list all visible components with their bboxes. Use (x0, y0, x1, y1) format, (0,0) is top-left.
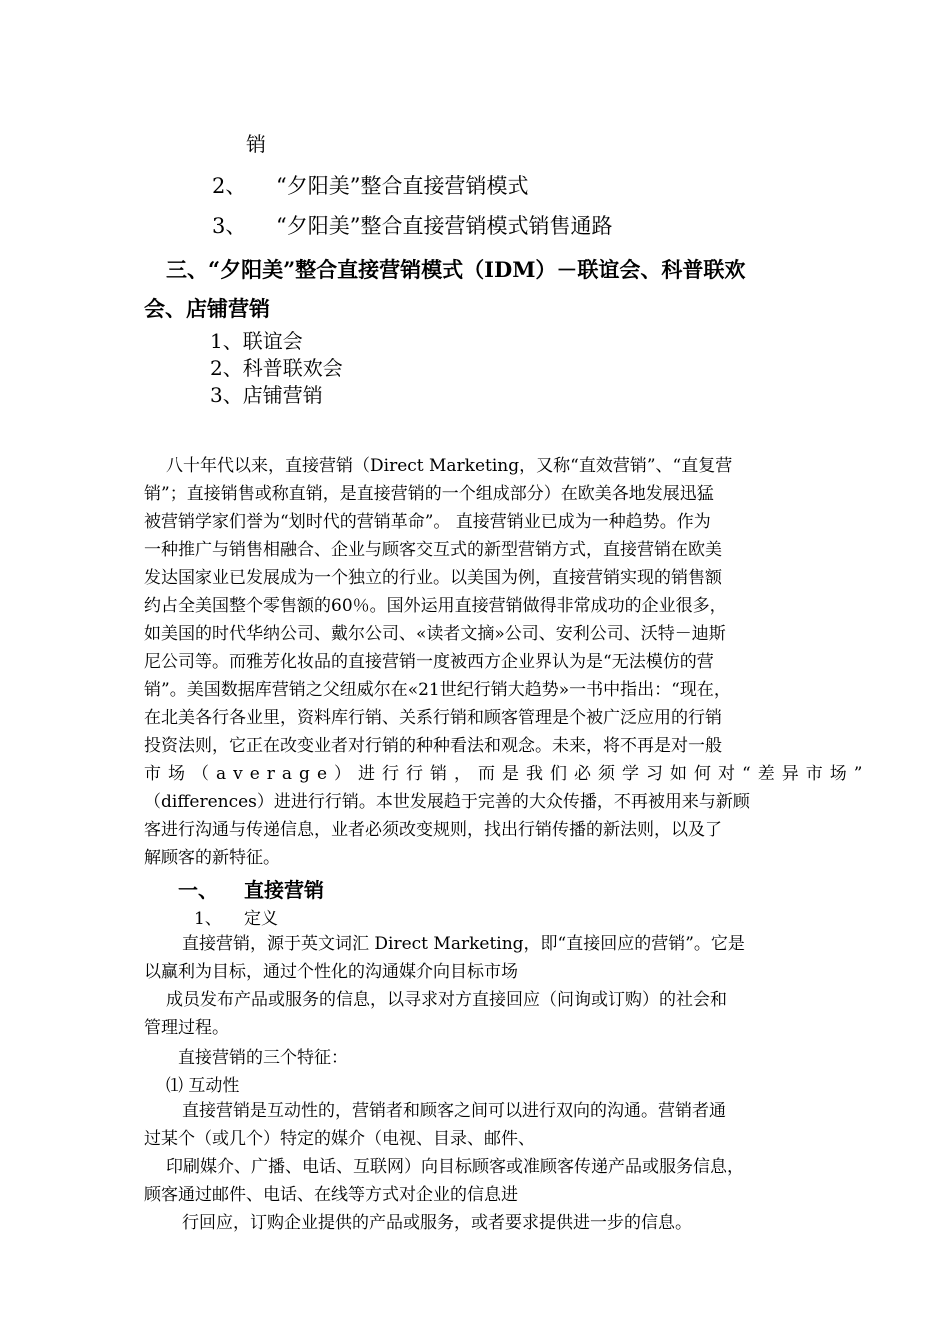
paragraph-line: 发达国家业已发展成为一个独立的行业。以美国为例，直接营销实现的销售额 (144, 568, 722, 588)
paragraph-line: 如美国的时代华纳公司、戴尔公司、«读者文摘»公司、安利公司、沃特－迪斯 (144, 624, 726, 644)
paragraph-line: 约占全美国整个零售额的60％。国外运用直接营销做得非常成功的企业很多， (144, 596, 727, 616)
section-item-1: 1、联谊会 (210, 329, 303, 353)
paragraph-line: 投资法则，它正在改变业者对行销的种种看法和观念。未来，将不再是对一般 (144, 736, 722, 756)
paragraph-line: 一种推广与销售相融合、企业与顾客交互式的新型营销方式，直接营销在欧美 (144, 540, 722, 560)
outline-item-text: “夕阳美”整合直接营销模式销售通路 (276, 214, 613, 238)
paragraph-line: 销”；直接销售或称直销，是直接营销的一个组成部分）在欧美各地发展迅猛 (144, 484, 714, 504)
chapter-title: 直接营销 (244, 878, 324, 902)
paragraph-line: 尼公司等。而雅芳化妆品的直接营销一度被西方企业界认为是“无法模仿的营 (144, 652, 714, 672)
paragraph-line: 成员发布产品或服务的信息，以寻求对方直接回应（问询或订购）的社会和 (166, 990, 727, 1010)
paragraph-line: 在北美各行各业里，资料库行销、关系行销和顾客管理是个被广泛应用的行销 (144, 708, 722, 728)
subsection-heading (194, 904, 278, 929)
feature-1-paragraph (144, 1097, 808, 1237)
section-item-2: 2、科普联欢会 (210, 356, 343, 380)
outline-item-3 (212, 210, 612, 240)
paragraph-line: 顾客通过邮件、电话、在线等方式对企业的信息进 (144, 1185, 518, 1205)
chapter-number: 一、 (178, 878, 218, 902)
paragraph-line: （differences）进进行行销。本世发展趋于完善的大众传播，不再被用来与新顾 (144, 792, 750, 812)
section-heading-line1: 三、“夕阳美”整合直接营销模式（IDM）－联谊会、科普联欢 (166, 257, 746, 282)
paragraph-line: 印刷媒介、广播、电话、互联网）向目标顾客或准顾客传递产品或服务信息， (166, 1157, 744, 1177)
chapter-heading (178, 874, 324, 903)
section-heading-line2: 会、店铺营销 (144, 296, 270, 321)
paragraph-line: 过某个（或几个）特定的媒介（电视、目录、邮件、 (144, 1129, 535, 1149)
paragraph-line: 以赢利为目标，通过个性化的沟通媒介向目标市场 (144, 962, 518, 982)
paragraph-line: 直接营销，源于英文词汇 Direct Marketing，即“直接回应的营销”。它是 (182, 934, 745, 954)
paragraph-line: 管理过程。 (144, 1018, 229, 1038)
subsection-title: 定义 (244, 909, 278, 929)
paragraph-line: 市场（average）进行行销，而是我们必须学习如何对“差异市场” (144, 764, 870, 784)
paragraph-line: 八十年代以来，直接营销（Direct Marketing，又称“直效营销”、“直复营 (166, 456, 733, 476)
outline-continuation: 销 (246, 132, 266, 156)
paragraph-line: 销”。美国数据库营销之父纽威尔在«21世纪行销大趋势»一书中指出：“现在， (144, 680, 731, 700)
paragraph-line: 被营销学家们誉为“划时代的营销革命”。 直接营销业已成为一种趋势。作为 (144, 512, 711, 532)
features-intro: 直接营销的三个特征： (178, 1048, 348, 1068)
paragraph-line: 直接营销是互动性的，营销者和顾客之间可以进行双向的沟通。营销者通 (182, 1101, 726, 1121)
subsection-number: 1、 (194, 909, 222, 929)
outline-item-2 (212, 170, 528, 200)
section-item-3: 3、店铺营销 (210, 383, 323, 407)
outline-item-number: 3、 (212, 214, 247, 238)
paragraph-line: 客进行沟通与传递信息，业者必须改变规则，找出行销传播的新法则，以及了 (144, 820, 722, 840)
paragraph-line: 解顾客的新特征。 (144, 848, 280, 868)
outline-item-number: 2、 (212, 174, 247, 198)
feature-1-label: ⑴ 互动性 (166, 1076, 240, 1096)
intro-paragraph (144, 452, 870, 872)
outline-item-text: “夕阳美”整合直接营销模式 (276, 174, 529, 198)
paragraph-line: 行回应，订购企业提供的产品或服务，或者要求提供进一步的信息。 (182, 1213, 692, 1233)
definition-paragraph (144, 930, 808, 1042)
